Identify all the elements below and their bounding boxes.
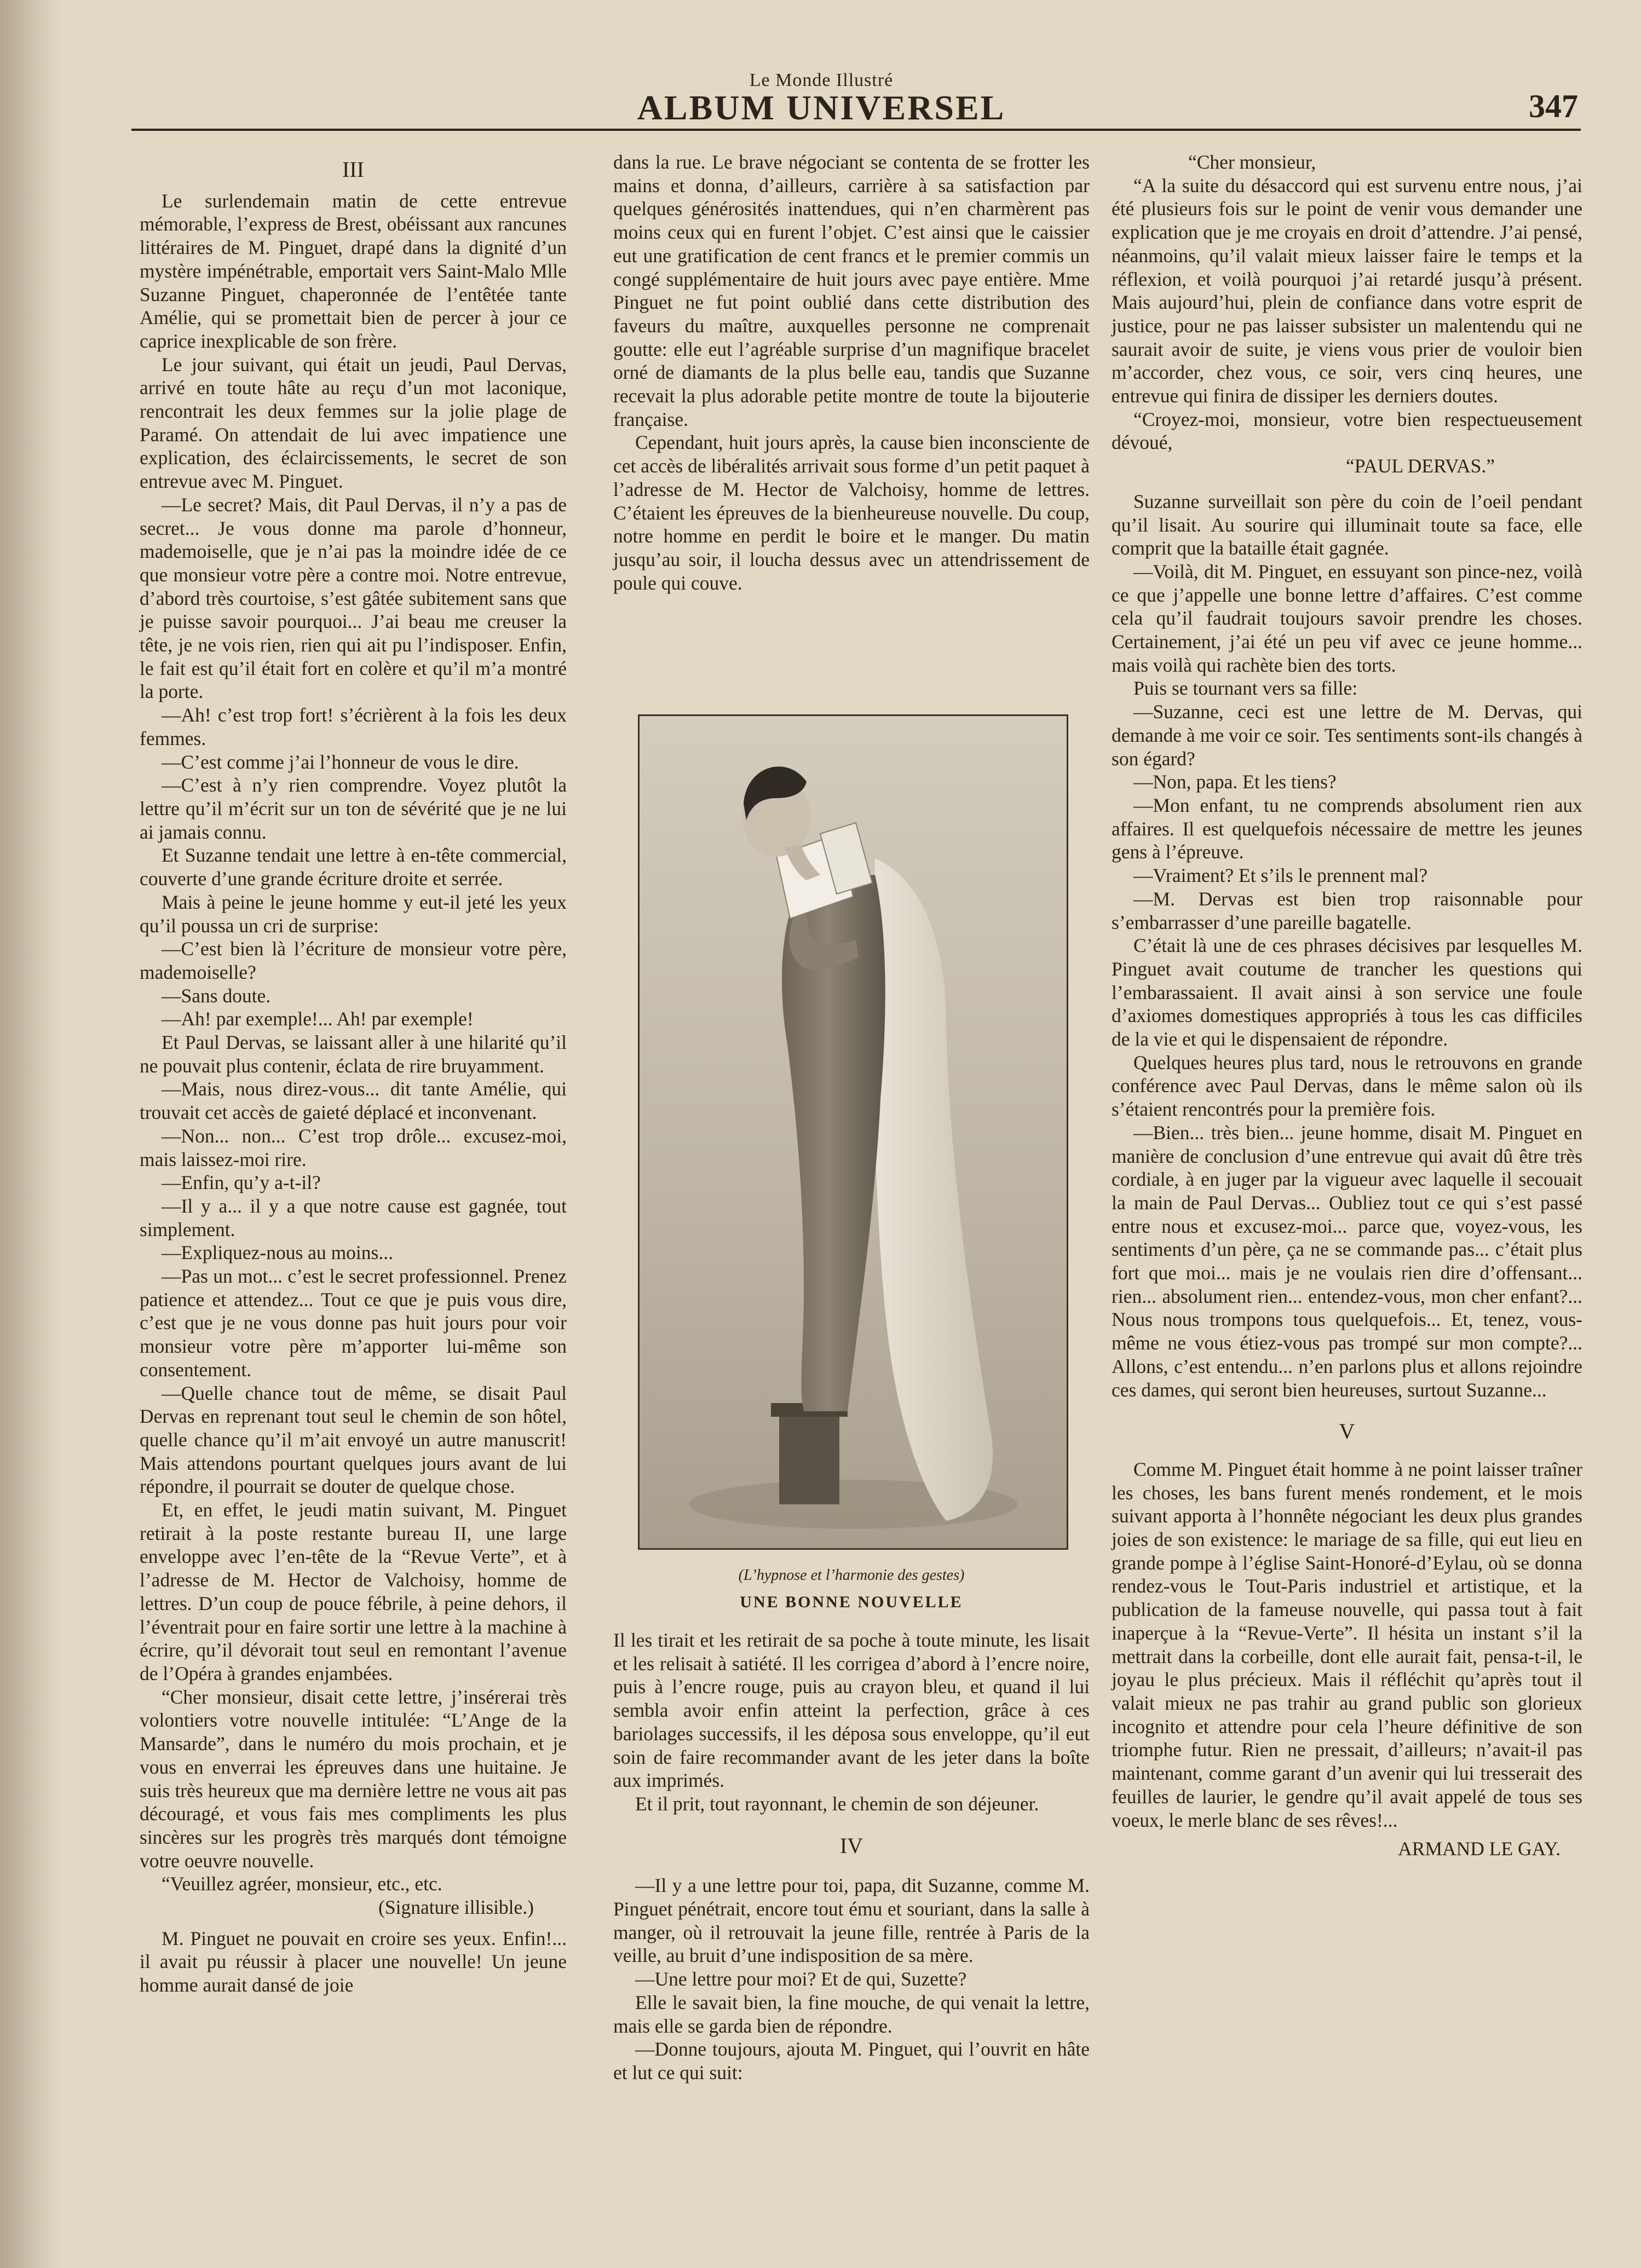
paragraph: Elle le savait bien, la fine mouche, de qui venait la lettre, mais elle se garda bien de répondre. [613,1991,1090,2037]
paragraph: —Bien... très bien... jeune homme, disait M. Pinguet en manière de conclusion d’une entrevue qui avait dû être très cordiale, à en juger par la vigueur avec laquelle il secouait la main de Paul Dervas... Oubliez tout ce qui s’est passé entre nous et excusez-moi... parce que, voyez-vous, les sentiments d’un père, ça ne se commande pas... c’était plus fort que moi... mais je ne voulais rien dire d’offensant... rien... absolument rien... entendez-vous, mon cher enfant?... Nous nous trompons tous quelquefois... Et, tenez, vous-même ne vous étiez-vous pas trompé sur mon compte?... Allons, c’est entendu... n’en parlons plus et allons rejoindre ces dames, qui seront bien heureuses, surtout Suzanne... [1112,1121,1582,1401]
section-heading-V: V [1339,1419,1355,1444]
paragraph: —Donne toujours, ajouta M. Pinguet, qui l’ouvrit en hâte et lut ce qui suit: [613,2038,1090,2084]
column-2-lower [613,1629,1090,2085]
paragraph: —Sans doute. [162,984,271,1007]
illustration-title: UNE BONNE NOUVELLE [740,1593,963,1611]
paragraph: Mais à peine le jeune homme y eut-il jeté les yeux qu’il poussa un cri de surprise: [140,891,567,937]
illustration-caption: (L’hypnose et l’harmonie des gestes) [738,1567,965,1584]
section-heading-III: III [342,157,364,182]
paragraph: —Enfin, qu’y a-t-il? [162,1171,321,1194]
paragraph: dans la rue. Le brave négociant se contenta de se frotter les mains et donna, d’ailleurs, carrière à sa satisfaction par quelques générosités inattendues, qui n’en charmèrent pas moins ceux qui en furent l’objet. C’est ainsi que le caissier eut une gratification de cent francs et le premier commis un congé supplémentaire de huit jours avec paye entière. Mme Pinguet ne fut point oublié dans cette distribution des faveurs du maître, auxquelles personne ne comprenait goutte: elle eut l’agréable surprise d’un magnifique bracelet orné de diamants de la plus belle eau, tandis que Suzanne recevait la plus adorable petite montre de toute la bijouterie française. [613,151,1090,430]
paragraph: —Une lettre pour moi? Et de qui, Suzette? [635,1968,967,1990]
paragraph: —Ah! c’est trop fort! s’écrièrent à la fois les deux femmes. [140,704,567,749]
paragraph: Le jour suivant, qui était un jeudi, Paul Dervas, arrivé en toute hâte au reçu d’un mot laconique, rencontrait les deux femmes sur la jolie plage de Paramé. On attendait de lui avec impatience une explication, des éclaircissements, le secret de son entrevue avec M. Pinguet. [140,353,567,493]
paragraph: —Suzanne, ceci est une lettre de M. Dervas, qui demande à me voir ce soir. Tes sentiments sont-ils changés à son égard? [1112,701,1582,770]
letter-salutation: “Cher monsieur, [1188,151,1316,173]
letter-signature-illegible: (Signature illisible.) [378,1896,534,1919]
paragraph: Cependant, huit jours après, la cause bien inconsciente de cet accès de libéralités arrivait sous forme d’un petit paquet à l’adresse de M. Hector de Valchoisy, homme de lettres. C’étaient les épreuves de la bienheureuse nouvelle. Du coup, notre homme en perdit le boire et le manger. Du matin jusqu’au soir, il loucha dessus avec un attendrissement de poule qui couve. [613,431,1090,594]
paragraph: —Il y a... il y a que notre cause est gagnée, tout simplement. [140,1194,567,1240]
paragraph: Il les tirait et les retirait de sa poche à toute minute, les lisait et les relisait à satiété. Il les corrigea d’abord à l’encre noire, puis à l’encre rouge, puis au crayon bleu, et quand il lui sembla avoir enfin atteint la perfection, grâce à ces bariolages successifs, il les déposa sous enveloppe, qu’il eut soin de faire recommander avant de les jeter dans la boîte aux imprimés. [613,1629,1090,1792]
page-number: 347 [1529,88,1578,124]
paragraph: —C’est à n’y rien comprendre. Voyez plutôt la lettre qu’il m’écrit sur un ton de sévérité que je ne lui ai jamais connu. [140,774,567,843]
letter-body: “A la suite du désaccord qui est survenu entre nous, j’ai été plusieurs fois sur le point de venir vous demander une explication que je me croyais en droit d’attendre. J’ai pensé, néanmoins, qu’il valait mieux laisser faire le temps et la réflexion, et voilà pourquoi j’ai retardé jusqu’à présent. Mais aujourd’hui, plein de confiance dans votre esprit de justice, pour ne pas laisser subsister un malentendu qui ne saurait avoir de suite, je viens vous prier de vouloir bien m’accorder, chez vous, ce soir, vers cinq heures, une entrevue qui finira de dissiper les derniers doutes. [1112,174,1582,407]
page-binding-shadow [0,0,60,2268]
paragraph: —Ah! par exemple!... Ah! par exemple! [162,1008,474,1030]
paragraph: —Non, papa. Et les tiens? [1133,771,1337,793]
paragraph: Quelques heures plus tard, nous le retrouvons en grande conférence avec Paul Dervas, dans le même salon où ils s’étaient rencontrés pour la première fois. [1112,1051,1582,1121]
paragraph: Et, en effet, le jeudi matin suivant, M. Pinguet retirait à la poste restante bureau II, une large enveloppe avec l’en-tête de la “Revue Verte”, et à l’adresse de M. Hector de Valchoisy, homme de lettres. D’un coup de pouce fébrile, à peine dehors, il l’éventrait pour en faire sortir une lettre à la machine à écrire, qu’il dévorait tout seul en remontant l’avenue de l’Opéra à grandes enjambées. [140,1499,567,1684]
woman-figure-image [640,716,1067,1548]
paragraph: C’était là une de ces phrases décisives par lesquelles M. Pinguet avait coutume de trancher les questions qui l’embarassaient. Il avait ainsi à son service une foule d’axiomes domestiques appropriés à tous les cas difficiles de la vie et qui le dispensaient de répondre. [1112,934,1582,1051]
letter-closing: “Croyez-moi, monsieur, votre bien respectueusement dévoué, [1112,408,1582,454]
paragraph: —Vraiment? Et s’ils le prennent mal? [1133,864,1428,887]
paragraph: —Pas un mot... c’est le secret professionnel. Prenez patience et attendez... Tout ce que je puis vous dire, c’est que je ne vous donne pas huit jours pour voir monsieur votre père m’apporter lui-même son consentement. [140,1265,567,1381]
paragraph: —Il y a une lettre pour toi, papa, dit Suzanne, comme M. Pinguet pénétrait, encore tout ému et souriant, dans la salle à manger, où il retrouvait la jeune fille, rentrée à Paris de la veille, au bruit d’une indisposition de sa mère. [613,1874,1090,1967]
author-signature: ARMAND LE GAY. [1398,1838,1561,1860]
paragraph: —Quelle chance tout de même, se disait Paul Dervas en reprenant tout seul le chemin de son hôtel, quelle chance qu’il m’ait envoyé un autre manuscrit! Mais attendons pourtant quelques jours avant de lui répondre, il pourrait se douter de quelque chose. [140,1382,567,1498]
paragraph: Puis se tournant vers sa fille: [1133,677,1358,700]
paragraph: —C’est comme j’ai l’honneur de vous le dire. [162,751,519,773]
column-3 [1112,151,1582,1861]
paragraph: —Mon enfant, tu ne comprends absolument rien aux affaires. Il est quelquefois nécessaire de mettre les jeunes gens à l’épreuve. [1112,794,1582,863]
paragraph: —Mais, nous direz-vous... dit tante Amélie, qui trouvait cet accès de gaieté déplacé et inconvenant. [140,1078,567,1124]
column-2 [613,151,1090,595]
paragraph: Le surlendemain matin de cette entrevue mémorable, l’express de Brest, obéissant aux rancunes littéraires de M. Pinguet, drapé dans la dignité d’un mystère impénétrable, emportait vers Saint-Malo Mlle Suzanne Pinguet, chaperonnée de l’entêtée tante Amélie, qui se promettait bien de percer à jour ce caprice inexplicable de son frère. [140,189,567,352]
masthead-subtitle: Le Monde Illustré [749,70,894,90]
masthead-title: ALBUM UNIVERSEL [637,88,1006,127]
photo-woman-reading-letter [638,714,1068,1550]
paragraph: —Non... non... C’est trop drôle... excusez-moi, mais laissez-moi rire. [140,1124,567,1170]
paragraph: “Veuillez agréer, monsieur, etc., etc. [162,1873,442,1895]
section-heading-IV: IV [839,1833,863,1858]
paragraph: Et il prit, tout rayonnant, le chemin de son déjeuner. [635,1792,1039,1815]
column-1-paragraphs [140,189,567,1896]
paragraph: —M. Dervas est bien trop raisonnable pour s’embarrasser d’une pareille bagatelle. [1112,887,1582,933]
paragraph: —Voilà, dit M. Pinguet, en essuyant son pince-nez, voilà ce que j’appelle une bonne lettre d’affaires. C’est comme cela qu’il faudrait toujours savoir prendre les choses. Certainement, j’ai été un peu vif avec ce jeune homme... mais voilà qui rachète bien des torts. [1112,560,1582,676]
paragraph: Et Paul Dervas, se laissant aller à une hilarité qu’il ne pouvait plus contenir, éclata de rire bruyamment. [140,1031,567,1077]
paragraph: Suzanne surveillait son père du coin de l’oeil pendant qu’il lisait. Au sourire qui illuminait toute sa face, elle comprit que la bataille était gagnée. [1112,490,1582,559]
paragraph: Et Suzanne tendait une lettre à en-tête commercial, couverte d’une grande écriture droite et serrée. [140,844,567,890]
paragraph: —C’est bien là l’écriture de monsieur votre père, mademoiselle? [140,938,567,983]
paragraph: —Expliquez-nous au moins... [162,1242,393,1264]
header-rule [131,129,1581,131]
column-1 [140,151,567,1997]
paragraph: M. Pinguet ne pouvait en croire ses yeux. Enfin!... il avait pu réussir à placer une nouvelle! Un jeune homme aurait dansé de joie [140,1927,567,1996]
column-3-paragraphs [1112,490,1582,1401]
letter-signature: “PAUL DERVAS.” [1346,455,1495,477]
paragraph: “Cher monsieur, disait cette lettre, j’insérerai très volontiers votre nouvelle intitulée: “L’Ange de la Mansarde”, dans le numéro du mois prochain, et je vous en enverrai les épreuves dans une huitaine. Je suis très heureux que ma dernière lettre ne vous ait pas découragé, et vous fais mes compliments les plus sincères sur les progrès très marqués dont témoigne votre oeuvre nouvelle. [140,1686,567,1872]
paragraph: —Le secret? Mais, dit Paul Dervas, il n’y a pas de secret... Je vous donne ma parole d’honneur, mademoiselle, que je n’ai pas la moindre idée de ce que monsieur votre père a contre moi. Notre entrevue, d’abord très courtoise, s’est gâtée subitement sans que je puisse savoir pourquoi... J’ai beau me creuser la tête, je ne vois rien, rien qui ait pu l’indisposer. Enfin, le fait est qu’il était fort en colère et qu’il m’a montré la porte. [140,493,567,703]
paragraph: Comme M. Pinguet était homme à ne point laisser traîner les choses, les bans furent menés rondement, et le mois suivant apporta à l’honnête négociant les deux plus grandes joies de son existence: le mariage de sa fille, qui eut lieu en grande pompe à l’église Saint-Honoré-d’Eylau, où se donna rendez-vous le Tout-Paris industriel et artistique, et la publication de la fameuse nouvelle, qui passa tout à fait inaperçue à la “Revue-Verte”. Il hésita un instant s’il la mettrait dans la corbeille, dont elle aurait fait, pensa-t-il, le joyau le plus précieux. Mais il réfléchit qu’après tout il valait mieux ne pas trahir au grand public son glorieux incognito et attendre pour cela l’heure définitive de son triomphe futur. Rien ne pressait, d’ailleurs; n’avait-il pas maintenant, comme garant d’un avenir qui lui tresserait des feuilles de laurier, le gendre qu’il avait appelé de tous ses voeux, le merle blanc de ses rêves!... [1112,1458,1582,1831]
